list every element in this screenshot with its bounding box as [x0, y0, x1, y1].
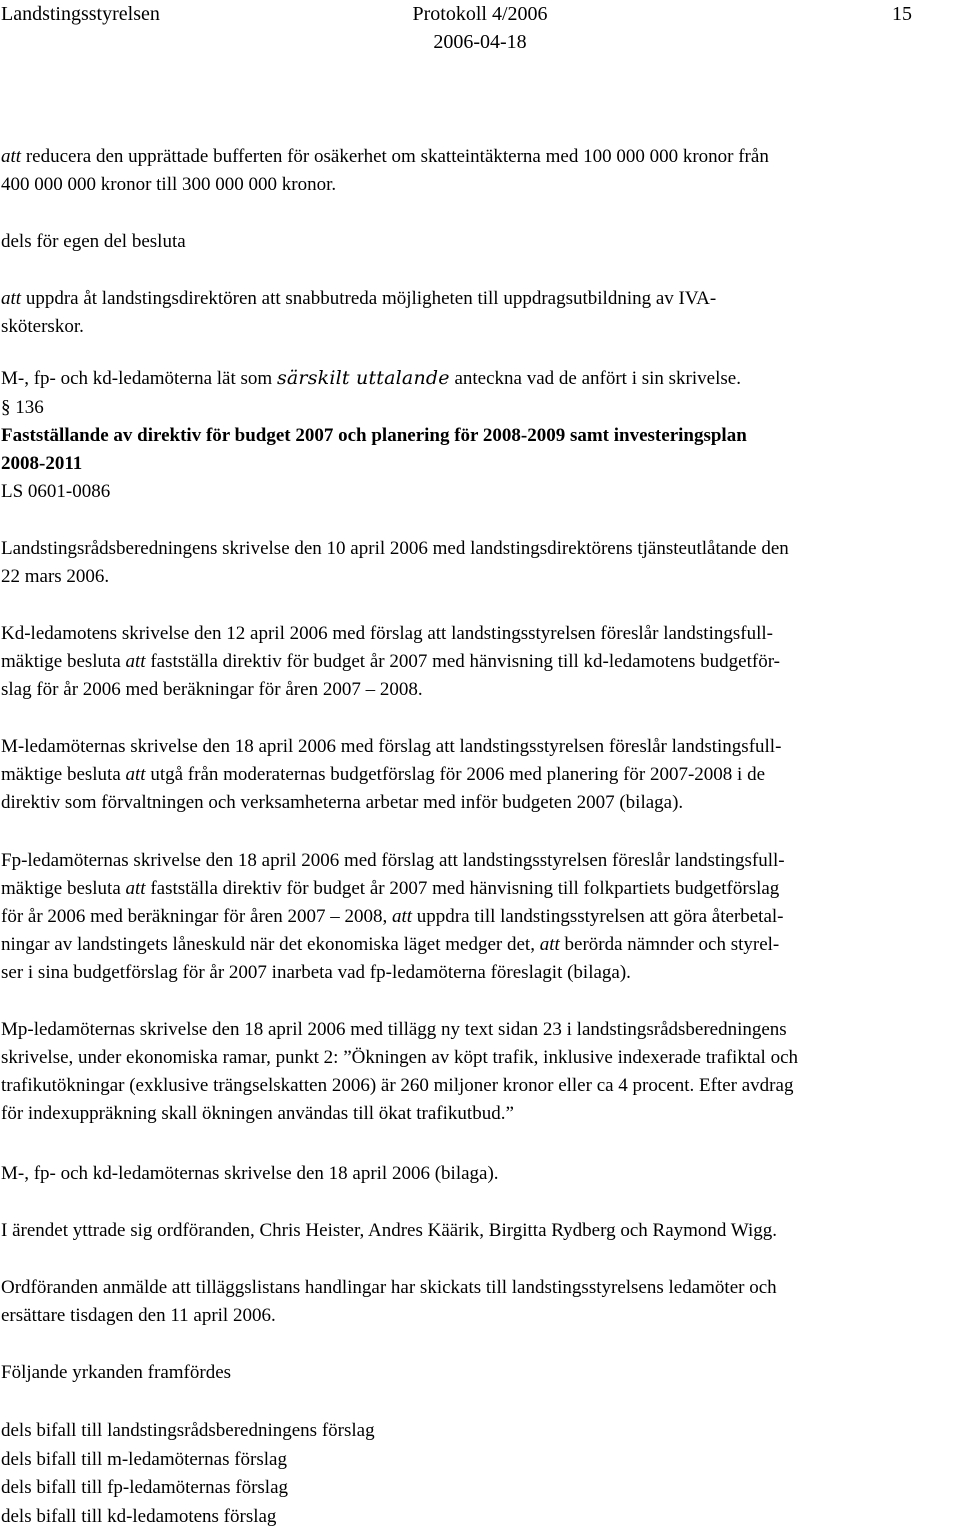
text: mäktige besluta: [1, 651, 126, 672]
paragraph-motions-intro: [1, 1359, 951, 1387]
text: skrivelse, under ekonomiska ramar, punkt 2: ”Ökningen av köpt trafik, inklusive indexerade trafiktal och: [1, 1047, 799, 1068]
text: Följande yrkanden framfördes: [1, 1362, 232, 1383]
text: fastställa direktiv för budget år 2007 med hänvisning till kd-ledamotens budgetför-: [145, 651, 780, 672]
text: 400 000 000 kronor till 300 000 000 kronor.: [1, 174, 337, 195]
paragraph-lrb-letter: [1, 535, 951, 591]
text: M-ledamöternas skrivelse den 18 april 2006 med förslag att landstingsstyrelsen föreslår landstingsfull-: [1, 736, 782, 757]
text: reducera den upprättade bufferten för osäkerhet om skatteintäkterna med 100 000 000 kronor från: [21, 146, 769, 167]
text: I ärendet yttrade sig ordföranden, Chris Heister, Andres Käärik, Birgitta Rydberg och Raymond Wigg.: [1, 1220, 778, 1241]
text: utgå från moderaternas budgetförslag för 2006 med planering för 2007-2008 i de: [145, 764, 766, 785]
protocol-id: [0, 0, 960, 56]
text: direktiv som förvaltningen och verksamheterna arbetar med inför budgeten 2007 (bilaga).: [1, 792, 684, 813]
emphasis-text: särskilt uttalande: [276, 367, 450, 389]
paragraph-fp-letter: [1, 847, 951, 987]
text: mäktige besluta: [1, 764, 126, 785]
text: mäktige besluta: [1, 878, 126, 899]
text: dels för egen del besluta: [1, 231, 186, 252]
list-item: dels bifall till fp-ledamöternas förslag: [1, 1477, 289, 1498]
section-number: § 136: [1, 397, 44, 418]
text: uppdra till landstingsstyrelsen att göra återbetal-: [412, 906, 784, 927]
text: Landstingsrådsberedningens skrivelse den 10 april 2006 med landstingsdirektörens tjänsteutlåtande den: [1, 538, 789, 559]
text: 22 mars 2006.: [1, 566, 110, 587]
text: Ordföranden anmälde att tilläggslistans handlingar har skickats till landstingsstyrelsens ledamöter och: [1, 1277, 777, 1298]
text: slag för år 2006 med beräkningar för åren 2007 – 2008.: [1, 679, 423, 700]
paragraph-speakers: [1, 1217, 951, 1245]
att-keyword: att: [1, 288, 22, 309]
text: för indexuppräkning skall ökningen användas till ökat trafikutbud.”: [1, 1103, 514, 1124]
paragraph-dels: [1, 228, 951, 256]
att-keyword: att: [125, 651, 146, 672]
text: M-, fp- och kd-ledamöterna lät som: [1, 368, 277, 389]
att-keyword: att: [125, 764, 146, 785]
section-title-cont: 2008-2011: [1, 453, 83, 474]
text: ersättare tisdagen den 11 april 2006.: [1, 1305, 276, 1326]
page-number: 15: [892, 3, 912, 25]
protocol-number: Protokoll 4/2006: [412, 3, 548, 25]
text: för år 2006 med beräkningar för åren 2007 – 2008,: [1, 906, 392, 927]
organization-name: Landstingsstyrelsen: [1, 3, 160, 25]
list-item: dels bifall till landstingsrådsberedningens förslag: [1, 1420, 375, 1441]
case-reference: LS 0601-0086: [1, 481, 111, 502]
text: uppdra åt landstingsdirektören att snabbutreda möjligheten till uppdragsutbildning av IVA-: [21, 288, 717, 309]
text: trafikutökningar (exklusive trängselskatten 2006) är 260 miljoner kronor eller ca 4 procent. Efter avdrag: [1, 1075, 794, 1096]
att-keyword: att: [391, 906, 413, 927]
text: anteckna vad de anfört i sin skrivelse.: [449, 368, 741, 389]
paragraph-mp-letter: [1, 1016, 951, 1128]
paragraph-kd-letter: [1, 620, 951, 704]
att-keyword: att: [1, 146, 22, 167]
att-keyword: att: [125, 878, 146, 899]
paragraph-m-letter: [1, 733, 951, 817]
text: ser i sina budgetförslag för år 2007 inarbeta vad fp-ledamöterna föreslagit (bilaga).: [1, 962, 631, 983]
list-item: dels bifall till kd-ledamotens förslag: [1, 1505, 277, 1527]
text: sköterskor.: [1, 316, 84, 337]
section-heading: [1, 394, 951, 506]
motions-list: [1, 1417, 951, 1531]
att-keyword: att: [539, 934, 560, 955]
text: berörda nämnder och styrel-: [559, 934, 780, 955]
paragraph-joint-letter: [1, 1160, 951, 1188]
protocol-date: 2006-04-18: [433, 31, 527, 53]
text: Kd-ledamotens skrivelse den 12 april 2006 med förslag att landstingsstyrelsen föreslår landstingsfull-: [1, 623, 773, 644]
section-title: Fastställande av direktiv för budget 2007 och planering för 2008-2009 samt investeringsplan: [1, 425, 747, 446]
page-header: [0, 0, 960, 62]
text: Mp-ledamöternas skrivelse den 18 april 2006 med tillägg ny text sidan 23 i landstingsrådsberedningens: [1, 1019, 787, 1040]
paragraph-supplementary-list: [1, 1274, 951, 1330]
text: M-, fp- och kd-ledamöternas skrivelse den 18 april 2006 (bilaga).: [1, 1163, 499, 1184]
text: fastställa direktiv för budget år 2007 med hänvisning till folkpartiets budgetförslag: [145, 878, 780, 899]
paragraph-iva: [1, 285, 951, 341]
list-item: dels bifall till m-ledamöternas förslag: [1, 1448, 287, 1470]
text: Fp-ledamöternas skrivelse den 18 april 2006 med förslag att landstingsstyrelsen föreslår landstingsfull-: [1, 850, 785, 871]
paragraph-special-statement: [1, 364, 951, 393]
paragraph-reduce-buffer: [1, 143, 951, 199]
text: ningar av landstingets låneskuld när det ekonomiska läget medger det,: [1, 934, 540, 955]
